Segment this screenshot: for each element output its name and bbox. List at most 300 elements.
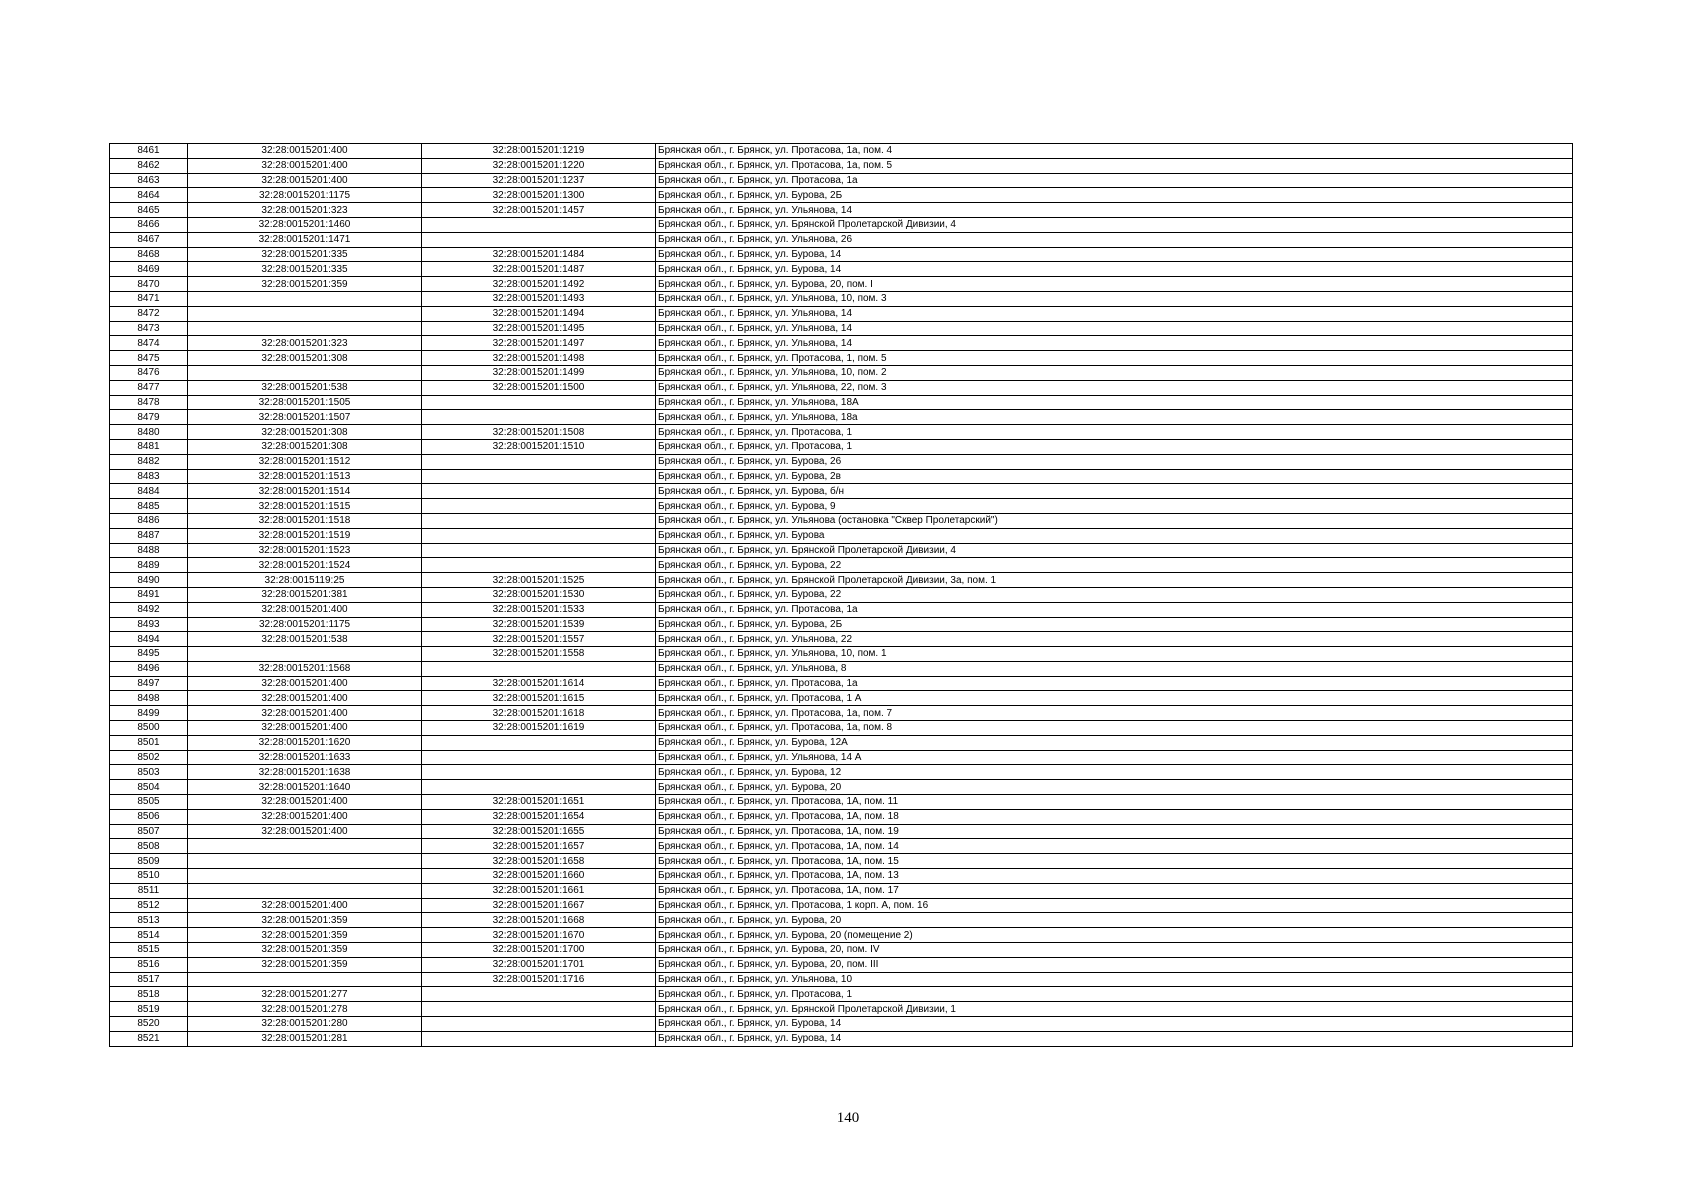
land-parcel-number-cell: 32:28:0015201:400 bbox=[188, 158, 422, 173]
row-number-cell: 8483 bbox=[110, 469, 188, 484]
land-parcel-number-cell: 32:28:0015201:1519 bbox=[188, 528, 422, 543]
row-number-cell: 8516 bbox=[110, 957, 188, 972]
land-parcel-number-cell: 32:28:0015201:1175 bbox=[188, 188, 422, 203]
address-cell: Брянская обл., г. Брянск, ул. Протасова, 1А, пом. 19 bbox=[656, 824, 1573, 839]
object-number-cell: 32:28:0015201:1655 bbox=[422, 824, 656, 839]
object-number-cell: 32:28:0015201:1651 bbox=[422, 795, 656, 810]
object-number-cell: 32:28:0015201:1615 bbox=[422, 691, 656, 706]
table-row bbox=[110, 365, 1573, 380]
object-number-cell: 32:28:0015201:1533 bbox=[422, 602, 656, 617]
address-cell: Брянская обл., г. Брянск, ул. Бурова, 9 bbox=[656, 499, 1573, 514]
land-parcel-number-cell bbox=[188, 306, 422, 321]
object-number-cell: 32:28:0015201:1484 bbox=[422, 247, 656, 262]
row-number-cell: 8464 bbox=[110, 188, 188, 203]
land-parcel-number-cell bbox=[188, 365, 422, 380]
address-cell: Брянская обл., г. Брянск, ул. Бурова, 20 bbox=[656, 780, 1573, 795]
row-number-cell: 8519 bbox=[110, 1002, 188, 1017]
object-number-cell bbox=[422, 1002, 656, 1017]
land-parcel-number-cell bbox=[188, 972, 422, 987]
object-number-cell: 32:28:0015201:1667 bbox=[422, 898, 656, 913]
table-row bbox=[110, 647, 1573, 662]
row-number-cell: 8466 bbox=[110, 217, 188, 232]
table-row bbox=[110, 380, 1573, 395]
object-number-cell: 32:28:0015201:1701 bbox=[422, 957, 656, 972]
land-parcel-number-cell: 32:28:0015119:25 bbox=[188, 573, 422, 588]
table-row bbox=[110, 410, 1573, 425]
land-parcel-number-cell: 32:28:0015201:400 bbox=[188, 144, 422, 159]
table-row bbox=[110, 484, 1573, 499]
object-number-cell bbox=[422, 1017, 656, 1032]
object-number-cell: 32:28:0015201:1498 bbox=[422, 351, 656, 366]
address-cell: Брянская обл., г. Брянск, ул. Бурова, 2Б bbox=[656, 188, 1573, 203]
object-number-cell: 32:28:0015201:1700 bbox=[422, 943, 656, 958]
table-row bbox=[110, 765, 1573, 780]
address-cell: Брянская обл., г. Брянск, ул. Ульянова, 10 bbox=[656, 972, 1573, 987]
object-number-cell: 32:28:0015201:1300 bbox=[422, 188, 656, 203]
address-cell: Брянская обл., г. Брянск, ул. Бурова, 2в bbox=[656, 469, 1573, 484]
object-number-cell: 32:28:0015201:1658 bbox=[422, 854, 656, 869]
land-parcel-number-cell: 32:28:0015201:1471 bbox=[188, 232, 422, 247]
row-number-cell: 8474 bbox=[110, 336, 188, 351]
object-number-cell: 32:28:0015201:1660 bbox=[422, 869, 656, 884]
row-number-cell: 8510 bbox=[110, 869, 188, 884]
land-parcel-number-cell: 32:28:0015201:400 bbox=[188, 602, 422, 617]
address-cell: Брянская обл., г. Брянск, ул. Бурова, 2Б bbox=[656, 617, 1573, 632]
table-row bbox=[110, 217, 1573, 232]
row-number-cell: 8490 bbox=[110, 573, 188, 588]
address-cell: Брянская обл., г. Брянск, ул. Протасова, 1А, пом. 18 bbox=[656, 809, 1573, 824]
land-parcel-number-cell: 32:28:0015201:400 bbox=[188, 898, 422, 913]
object-number-cell bbox=[422, 1031, 656, 1046]
land-parcel-number-cell: 32:28:0015201:400 bbox=[188, 721, 422, 736]
land-parcel-number-cell: 32:28:0015201:1460 bbox=[188, 217, 422, 232]
table-row bbox=[110, 750, 1573, 765]
address-cell: Брянская обл., г. Брянск, ул. Протасова, 1 bbox=[656, 439, 1573, 454]
address-cell: Брянская обл., г. Брянск, ул. Бурова bbox=[656, 528, 1573, 543]
address-cell: Брянская обл., г. Брянск, ул. Бурова, 20 bbox=[656, 913, 1573, 928]
row-number-cell: 8507 bbox=[110, 824, 188, 839]
row-number-cell: 8499 bbox=[110, 706, 188, 721]
land-parcel-number-cell: 32:28:0015201:323 bbox=[188, 203, 422, 218]
address-cell: Брянская обл., г. Брянск, ул. Ульянова, 18А bbox=[656, 395, 1573, 410]
row-number-cell: 8511 bbox=[110, 883, 188, 898]
land-parcel-number-cell: 32:28:0015201:1620 bbox=[188, 735, 422, 750]
object-number-cell bbox=[422, 499, 656, 514]
address-cell: Брянская обл., г. Брянск, ул. Ульянова, 14 bbox=[656, 203, 1573, 218]
land-parcel-number-cell: 32:28:0015201:1524 bbox=[188, 558, 422, 573]
land-parcel-number-cell: 32:28:0015201:400 bbox=[188, 173, 422, 188]
land-parcel-number-cell: 32:28:0015201:359 bbox=[188, 913, 422, 928]
land-parcel-number-cell: 32:28:0015201:281 bbox=[188, 1031, 422, 1046]
land-parcel-number-cell: 32:28:0015201:1518 bbox=[188, 513, 422, 528]
land-parcel-number-cell bbox=[188, 291, 422, 306]
land-parcel-number-cell: 32:28:0015201:1515 bbox=[188, 499, 422, 514]
table-row bbox=[110, 898, 1573, 913]
object-number-cell: 32:28:0015201:1539 bbox=[422, 617, 656, 632]
table-row bbox=[110, 839, 1573, 854]
row-number-cell: 8515 bbox=[110, 943, 188, 958]
table-row bbox=[110, 691, 1573, 706]
land-parcel-number-cell: 32:28:0015201:1633 bbox=[188, 750, 422, 765]
object-number-cell: 32:28:0015201:1530 bbox=[422, 587, 656, 602]
land-parcel-number-cell: 32:28:0015201:308 bbox=[188, 351, 422, 366]
row-number-cell: 8503 bbox=[110, 765, 188, 780]
row-number-cell: 8504 bbox=[110, 780, 188, 795]
land-parcel-number-cell: 32:28:0015201:538 bbox=[188, 380, 422, 395]
land-parcel-number-cell: 32:28:0015201:1512 bbox=[188, 454, 422, 469]
table-row bbox=[110, 869, 1573, 884]
table-row bbox=[110, 262, 1573, 277]
land-parcel-number-cell bbox=[188, 883, 422, 898]
object-number-cell bbox=[422, 217, 656, 232]
object-number-cell: 32:28:0015201:1492 bbox=[422, 277, 656, 292]
table-row bbox=[110, 232, 1573, 247]
page-number: 140 bbox=[836, 1110, 860, 1126]
table-row bbox=[110, 558, 1573, 573]
land-parcel-number-cell: 32:28:0015201:280 bbox=[188, 1017, 422, 1032]
row-number-cell: 8470 bbox=[110, 277, 188, 292]
land-parcel-number-cell: 32:28:0015201:1640 bbox=[188, 780, 422, 795]
row-number-cell: 8473 bbox=[110, 321, 188, 336]
object-number-cell: 32:28:0015201:1614 bbox=[422, 676, 656, 691]
row-number-cell: 8495 bbox=[110, 647, 188, 662]
row-number-cell: 8520 bbox=[110, 1017, 188, 1032]
table-row bbox=[110, 780, 1573, 795]
object-number-cell: 32:28:0015201:1487 bbox=[422, 262, 656, 277]
land-parcel-number-cell: 32:28:0015201:359 bbox=[188, 957, 422, 972]
row-number-cell: 8501 bbox=[110, 735, 188, 750]
address-cell: Брянская обл., г. Брянск, ул. Бурова, 14 bbox=[656, 247, 1573, 262]
row-number-cell: 8481 bbox=[110, 439, 188, 454]
table-row bbox=[110, 632, 1573, 647]
table-row bbox=[110, 602, 1573, 617]
row-number-cell: 8468 bbox=[110, 247, 188, 262]
table-row bbox=[110, 706, 1573, 721]
object-number-cell: 32:28:0015201:1668 bbox=[422, 913, 656, 928]
address-cell: Брянская обл., г. Брянск, ул. Ульянова, 26 bbox=[656, 232, 1573, 247]
table-row bbox=[110, 543, 1573, 558]
address-cell: Брянская обл., г. Брянск, ул. Протасова, 1, пом. 5 bbox=[656, 351, 1573, 366]
row-number-cell: 8493 bbox=[110, 617, 188, 632]
object-number-cell bbox=[422, 454, 656, 469]
object-number-cell bbox=[422, 528, 656, 543]
address-cell: Брянская обл., г. Брянск, ул. Ульянова (остановка "Сквер Пролетарский") bbox=[656, 513, 1573, 528]
table-row bbox=[110, 573, 1573, 588]
object-number-cell: 32:28:0015201:1558 bbox=[422, 647, 656, 662]
land-parcel-number-cell: 32:28:0015201:400 bbox=[188, 706, 422, 721]
object-number-cell bbox=[422, 543, 656, 558]
row-number-cell: 8506 bbox=[110, 809, 188, 824]
table-row bbox=[110, 617, 1573, 632]
object-number-cell: 32:28:0015201:1661 bbox=[422, 883, 656, 898]
object-number-cell: 32:28:0015201:1219 bbox=[422, 144, 656, 159]
table-row bbox=[110, 158, 1573, 173]
row-number-cell: 8485 bbox=[110, 499, 188, 514]
table-row bbox=[110, 972, 1573, 987]
object-number-cell bbox=[422, 558, 656, 573]
row-number-cell: 8488 bbox=[110, 543, 188, 558]
row-number-cell: 8461 bbox=[110, 144, 188, 159]
object-number-cell: 32:28:0015201:1499 bbox=[422, 365, 656, 380]
address-cell: Брянская обл., г. Брянск, ул. Протасова, 1а, пом. 8 bbox=[656, 721, 1573, 736]
row-number-cell: 8467 bbox=[110, 232, 188, 247]
land-parcel-number-cell: 32:28:0015201:381 bbox=[188, 587, 422, 602]
table-row bbox=[110, 587, 1573, 602]
table-row bbox=[110, 1002, 1573, 1017]
address-cell: Брянская обл., г. Брянск, ул. Протасова, 1 bbox=[656, 425, 1573, 440]
land-parcel-number-cell: 32:28:0015201:308 bbox=[188, 439, 422, 454]
table-row bbox=[110, 395, 1573, 410]
address-cell: Брянская обл., г. Брянск, ул. Протасова, 1а bbox=[656, 173, 1573, 188]
object-number-cell: 32:28:0015201:1618 bbox=[422, 706, 656, 721]
table-row bbox=[110, 188, 1573, 203]
object-number-cell bbox=[422, 750, 656, 765]
address-cell: Брянская обл., г. Брянск, ул. Протасова, 1а bbox=[656, 602, 1573, 617]
row-number-cell: 8494 bbox=[110, 632, 188, 647]
object-number-cell: 32:28:0015201:1670 bbox=[422, 928, 656, 943]
object-number-cell: 32:28:0015201:1237 bbox=[422, 173, 656, 188]
land-parcel-number-cell bbox=[188, 854, 422, 869]
address-cell: Брянская обл., г. Брянск, ул. Бурова, 26 bbox=[656, 454, 1573, 469]
table-row bbox=[110, 1031, 1573, 1046]
row-number-cell: 8482 bbox=[110, 454, 188, 469]
object-number-cell bbox=[422, 735, 656, 750]
row-number-cell: 8478 bbox=[110, 395, 188, 410]
address-cell: Брянская обл., г. Брянск, ул. Протасова, 1А, пом. 15 bbox=[656, 854, 1573, 869]
row-number-cell: 8475 bbox=[110, 351, 188, 366]
object-number-cell: 32:28:0015201:1557 bbox=[422, 632, 656, 647]
table-row bbox=[110, 321, 1573, 336]
address-cell: Брянская обл., г. Брянск, ул. Ульянова, 18а bbox=[656, 410, 1573, 425]
address-cell: Брянская обл., г. Брянск, ул. Бурова, 12А bbox=[656, 735, 1573, 750]
table-row bbox=[110, 439, 1573, 454]
row-number-cell: 8508 bbox=[110, 839, 188, 854]
row-number-cell: 8480 bbox=[110, 425, 188, 440]
address-cell: Брянская обл., г. Брянск, ул. Бурова, 22 bbox=[656, 558, 1573, 573]
address-cell: Брянская обл., г. Брянск, ул. Ульянова, 14 bbox=[656, 336, 1573, 351]
address-cell: Брянская обл., г. Брянск, ул. Бурова, 20, пом. I bbox=[656, 277, 1573, 292]
object-number-cell bbox=[422, 661, 656, 676]
row-number-cell: 8484 bbox=[110, 484, 188, 499]
table-row bbox=[110, 336, 1573, 351]
land-parcel-number-cell: 32:28:0015201:1513 bbox=[188, 469, 422, 484]
row-number-cell: 8471 bbox=[110, 291, 188, 306]
table-row bbox=[110, 913, 1573, 928]
address-cell: Брянская обл., г. Брянск, ул. Ульянова, 10, пом. 1 bbox=[656, 647, 1573, 662]
object-number-cell: 32:28:0015201:1716 bbox=[422, 972, 656, 987]
land-parcel-number-cell: 32:28:0015201:400 bbox=[188, 824, 422, 839]
table-row bbox=[110, 247, 1573, 262]
table-row bbox=[110, 454, 1573, 469]
cadastral-register-table bbox=[109, 143, 1573, 1047]
row-number-cell: 8512 bbox=[110, 898, 188, 913]
address-cell: Брянская обл., г. Брянск, ул. Ульянова, 10, пом. 2 bbox=[656, 365, 1573, 380]
land-parcel-number-cell: 32:28:0015201:277 bbox=[188, 987, 422, 1002]
row-number-cell: 8462 bbox=[110, 158, 188, 173]
address-cell: Брянская обл., г. Брянск, ул. Бурова, 14 bbox=[656, 1017, 1573, 1032]
object-number-cell: 32:28:0015201:1493 bbox=[422, 291, 656, 306]
address-cell: Брянская обл., г. Брянск, ул. Бурова, 22 bbox=[656, 587, 1573, 602]
land-parcel-number-cell: 32:28:0015201:1514 bbox=[188, 484, 422, 499]
land-parcel-number-cell bbox=[188, 839, 422, 854]
object-number-cell bbox=[422, 410, 656, 425]
row-number-cell: 8502 bbox=[110, 750, 188, 765]
object-number-cell bbox=[422, 765, 656, 780]
row-number-cell: 8472 bbox=[110, 306, 188, 321]
land-parcel-number-cell: 32:28:0015201:1507 bbox=[188, 410, 422, 425]
address-cell: Брянская обл., г. Брянск, ул. Протасова, 1а, пом. 5 bbox=[656, 158, 1573, 173]
table-row bbox=[110, 513, 1573, 528]
address-cell: Брянская обл., г. Брянск, ул. Протасова, 1А, пом. 13 bbox=[656, 869, 1573, 884]
table-row bbox=[110, 425, 1573, 440]
address-cell: Брянская обл., г. Брянск, ул. Протасова, 1А, пом. 14 bbox=[656, 839, 1573, 854]
land-parcel-number-cell: 32:28:0015201:359 bbox=[188, 277, 422, 292]
table-row bbox=[110, 173, 1573, 188]
object-number-cell: 32:28:0015201:1654 bbox=[422, 809, 656, 824]
address-cell: Брянская обл., г. Брянск, ул. Ульянова, 8 bbox=[656, 661, 1573, 676]
address-cell: Брянская обл., г. Брянск, ул. Ульянова, 14 bbox=[656, 321, 1573, 336]
table-row bbox=[110, 351, 1573, 366]
register-table-body bbox=[110, 144, 1573, 1047]
address-cell: Брянская обл., г. Брянск, ул. Протасова, 1 корп. А, пом. 16 bbox=[656, 898, 1573, 913]
row-number-cell: 8492 bbox=[110, 602, 188, 617]
row-number-cell: 8489 bbox=[110, 558, 188, 573]
row-number-cell: 8479 bbox=[110, 410, 188, 425]
object-number-cell: 32:28:0015201:1494 bbox=[422, 306, 656, 321]
row-number-cell: 8513 bbox=[110, 913, 188, 928]
land-parcel-number-cell: 32:28:0015201:400 bbox=[188, 809, 422, 824]
object-number-cell: 32:28:0015201:1497 bbox=[422, 336, 656, 351]
address-cell: Брянская обл., г. Брянск, ул. Ульянова, 22, пом. 3 bbox=[656, 380, 1573, 395]
row-number-cell: 8487 bbox=[110, 528, 188, 543]
object-number-cell: 32:28:0015201:1500 bbox=[422, 380, 656, 395]
land-parcel-number-cell: 32:28:0015201:359 bbox=[188, 943, 422, 958]
table-row bbox=[110, 499, 1573, 514]
land-parcel-number-cell: 32:28:0015201:538 bbox=[188, 632, 422, 647]
row-number-cell: 8514 bbox=[110, 928, 188, 943]
land-parcel-number-cell: 32:28:0015201:1175 bbox=[188, 617, 422, 632]
table-row bbox=[110, 735, 1573, 750]
land-parcel-number-cell: 32:28:0015201:308 bbox=[188, 425, 422, 440]
object-number-cell: 32:28:0015201:1510 bbox=[422, 439, 656, 454]
object-number-cell bbox=[422, 484, 656, 499]
object-number-cell bbox=[422, 513, 656, 528]
table-row bbox=[110, 291, 1573, 306]
table-row bbox=[110, 528, 1573, 543]
land-parcel-number-cell: 32:28:0015201:335 bbox=[188, 262, 422, 277]
object-number-cell: 32:28:0015201:1525 bbox=[422, 573, 656, 588]
land-parcel-number-cell bbox=[188, 869, 422, 884]
address-cell: Брянская обл., г. Брянск, ул. Бурова, 20 (помещение 2) bbox=[656, 928, 1573, 943]
address-cell: Брянская обл., г. Брянск, ул. Протасова, 1А, пом. 11 bbox=[656, 795, 1573, 810]
table-row bbox=[110, 144, 1573, 159]
address-cell: Брянская обл., г. Брянск, ул. Протасова, 1 А bbox=[656, 691, 1573, 706]
table-row bbox=[110, 809, 1573, 824]
row-number-cell: 8498 bbox=[110, 691, 188, 706]
land-parcel-number-cell: 32:28:0015201:1568 bbox=[188, 661, 422, 676]
table-row bbox=[110, 676, 1573, 691]
land-parcel-number-cell: 32:28:0015201:400 bbox=[188, 676, 422, 691]
address-cell: Брянская обл., г. Брянск, ул. Брянской Пролетарской Дивизии, 4 bbox=[656, 217, 1573, 232]
land-parcel-number-cell bbox=[188, 647, 422, 662]
address-cell: Брянская обл., г. Брянск, ул. Ульянова, 14 А bbox=[656, 750, 1573, 765]
land-parcel-number-cell: 32:28:0015201:1505 bbox=[188, 395, 422, 410]
object-number-cell: 32:28:0015201:1457 bbox=[422, 203, 656, 218]
row-number-cell: 8509 bbox=[110, 854, 188, 869]
land-parcel-number-cell: 32:28:0015201:323 bbox=[188, 336, 422, 351]
land-parcel-number-cell: 32:28:0015201:1638 bbox=[188, 765, 422, 780]
object-number-cell: 32:28:0015201:1495 bbox=[422, 321, 656, 336]
table-row bbox=[110, 883, 1573, 898]
address-cell: Брянская обл., г. Брянск, ул. Протасова, 1 bbox=[656, 987, 1573, 1002]
address-cell: Брянская обл., г. Брянск, ул. Бурова, 14 bbox=[656, 262, 1573, 277]
row-number-cell: 8465 bbox=[110, 203, 188, 218]
address-cell: Брянская обл., г. Брянск, ул. Брянской Пролетарской Дивизии, 3а, пом. 1 bbox=[656, 573, 1573, 588]
table-row bbox=[110, 469, 1573, 484]
row-number-cell: 8491 bbox=[110, 587, 188, 602]
object-number-cell: 32:28:0015201:1657 bbox=[422, 839, 656, 854]
address-cell: Брянская обл., г. Брянск, ул. Протасова, 1А, пом. 17 bbox=[656, 883, 1573, 898]
table-row bbox=[110, 943, 1573, 958]
row-number-cell: 8463 bbox=[110, 173, 188, 188]
address-cell: Брянская обл., г. Брянск, ул. Протасова, 1а, пом. 7 bbox=[656, 706, 1573, 721]
address-cell: Брянская обл., г. Брянск, ул. Бурова, 14 bbox=[656, 1031, 1573, 1046]
land-parcel-number-cell: 32:28:0015201:359 bbox=[188, 928, 422, 943]
land-parcel-number-cell: 32:28:0015201:278 bbox=[188, 1002, 422, 1017]
table-row bbox=[110, 795, 1573, 810]
table-row bbox=[110, 928, 1573, 943]
row-number-cell: 8486 bbox=[110, 513, 188, 528]
land-parcel-number-cell: 32:28:0015201:400 bbox=[188, 795, 422, 810]
row-number-cell: 8496 bbox=[110, 661, 188, 676]
row-number-cell: 8469 bbox=[110, 262, 188, 277]
object-number-cell bbox=[422, 395, 656, 410]
address-cell: Брянская обл., г. Брянск, ул. Ульянова, 14 bbox=[656, 306, 1573, 321]
object-number-cell: 32:28:0015201:1508 bbox=[422, 425, 656, 440]
table-row bbox=[110, 957, 1573, 972]
object-number-cell: 32:28:0015201:1220 bbox=[422, 158, 656, 173]
address-cell: Брянская обл., г. Брянск, ул. Бурова, б/н bbox=[656, 484, 1573, 499]
table-row bbox=[110, 203, 1573, 218]
table-row bbox=[110, 661, 1573, 676]
table-row bbox=[110, 1017, 1573, 1032]
land-parcel-number-cell: 32:28:0015201:400 bbox=[188, 691, 422, 706]
land-parcel-number-cell: 32:28:0015201:335 bbox=[188, 247, 422, 262]
address-cell: Брянская обл., г. Брянск, ул. Ульянова, 22 bbox=[656, 632, 1573, 647]
land-parcel-number-cell: 32:28:0015201:1523 bbox=[188, 543, 422, 558]
row-number-cell: 8517 bbox=[110, 972, 188, 987]
table-row bbox=[110, 824, 1573, 839]
address-cell: Брянская обл., г. Брянск, ул. Брянской Пролетарской Дивизии, 4 bbox=[656, 543, 1573, 558]
row-number-cell: 8497 bbox=[110, 676, 188, 691]
object-number-cell bbox=[422, 232, 656, 247]
row-number-cell: 8518 bbox=[110, 987, 188, 1002]
row-number-cell: 8505 bbox=[110, 795, 188, 810]
address-cell: Брянская обл., г. Брянск, ул. Бурова, 12 bbox=[656, 765, 1573, 780]
row-number-cell: 8476 bbox=[110, 365, 188, 380]
row-number-cell: 8477 bbox=[110, 380, 188, 395]
address-cell: Брянская обл., г. Брянск, ул. Бурова, 20, пом. IV bbox=[656, 943, 1573, 958]
address-cell: Брянская обл., г. Брянск, ул. Брянской Пролетарской Дивизии, 1 bbox=[656, 1002, 1573, 1017]
address-cell: Брянская обл., г. Брянск, ул. Бурова, 20, пом. III bbox=[656, 957, 1573, 972]
address-cell: Брянская обл., г. Брянск, ул. Протасова, 1а bbox=[656, 676, 1573, 691]
object-number-cell bbox=[422, 780, 656, 795]
table-row bbox=[110, 721, 1573, 736]
table-row bbox=[110, 306, 1573, 321]
address-cell: Брянская обл., г. Брянск, ул. Ульянова, 10, пом. 3 bbox=[656, 291, 1573, 306]
object-number-cell: 32:28:0015201:1619 bbox=[422, 721, 656, 736]
row-number-cell: 8500 bbox=[110, 721, 188, 736]
